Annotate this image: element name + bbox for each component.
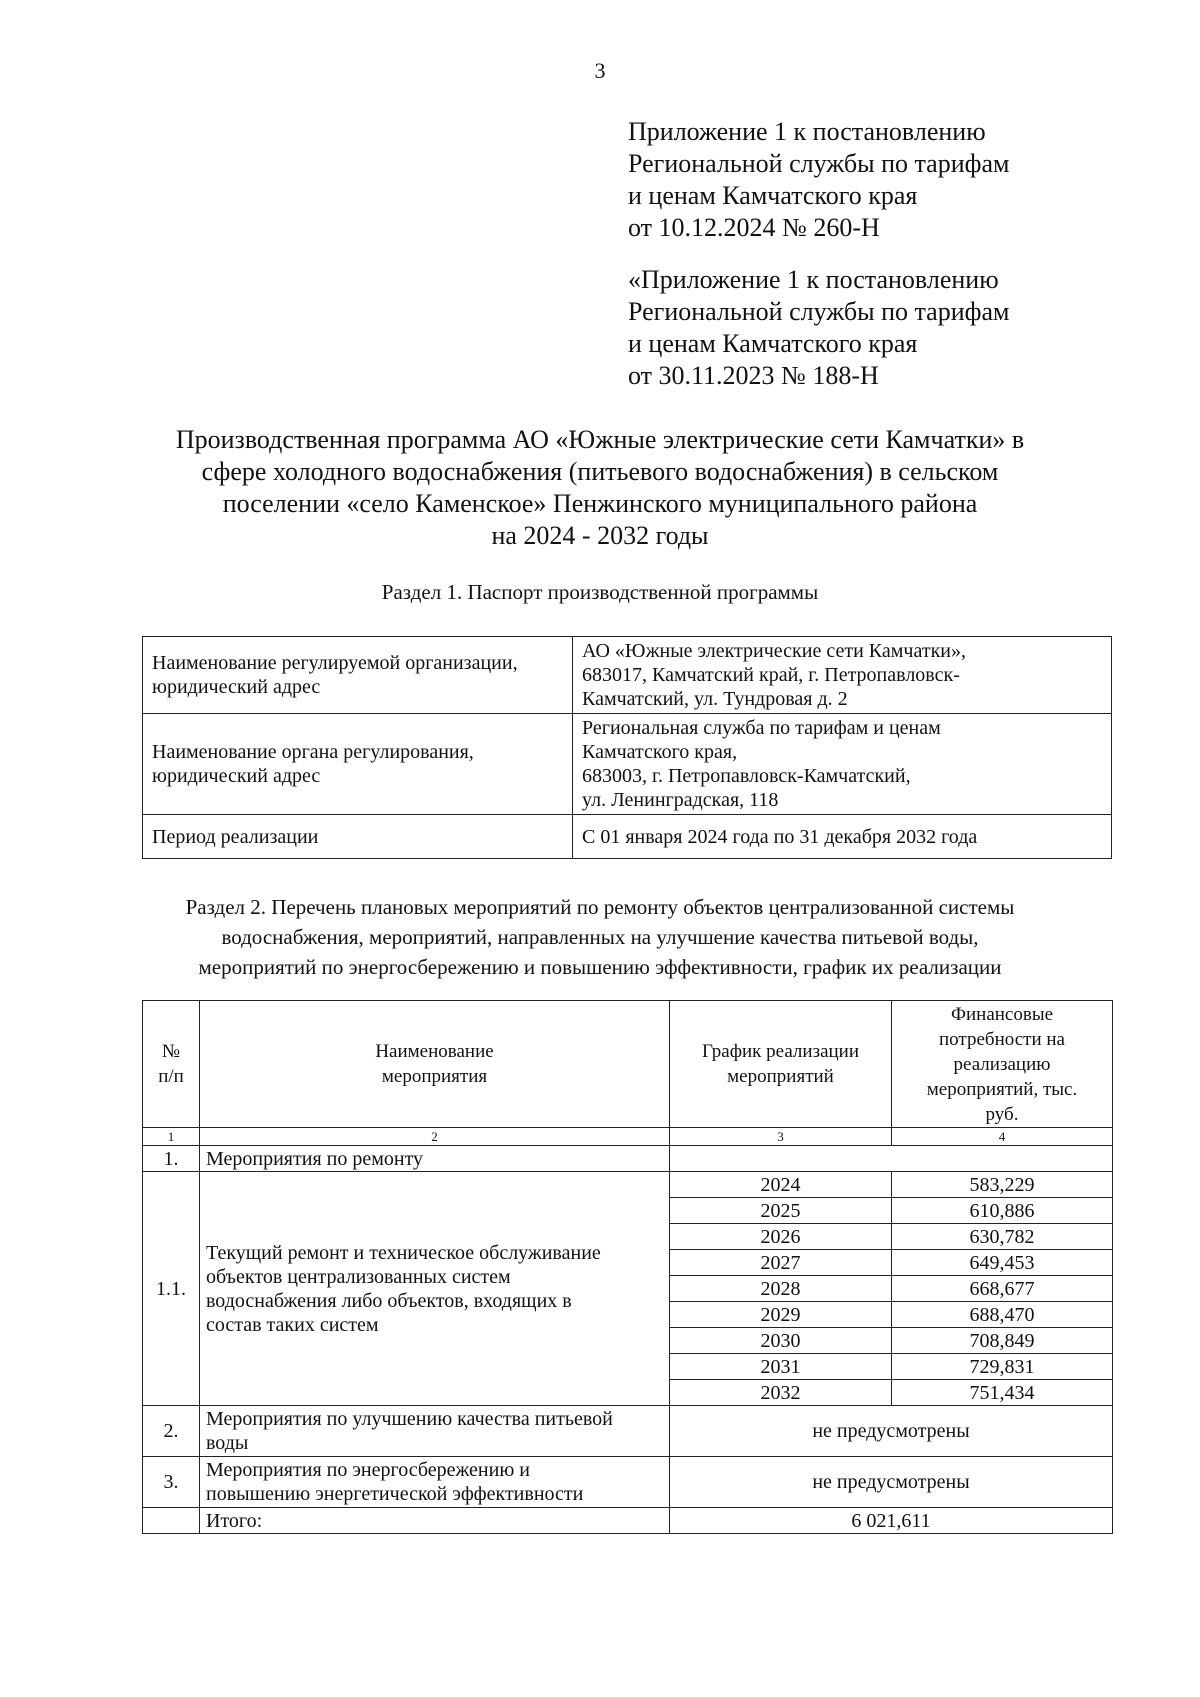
total-label: Итого: bbox=[200, 1508, 670, 1534]
row-num: 1. bbox=[143, 1146, 200, 1172]
value-line: 683017, Камчатский край, г. Петропавловск- bbox=[582, 664, 960, 686]
value-cell: 610,886 bbox=[892, 1198, 1113, 1224]
appendix-line: Региональной службы по тарифам bbox=[628, 297, 1010, 326]
passport-value bbox=[573, 637, 1112, 714]
year-cell: 2025 bbox=[670, 1198, 892, 1224]
title-line: поселении «село Каменское» Пенжинского муниципального района bbox=[222, 489, 978, 518]
passport-row-period bbox=[143, 815, 1112, 859]
header-row bbox=[143, 1001, 1113, 1128]
passport-value: С 01 января 2024 года по 31 декабря 2032 года bbox=[573, 815, 1112, 859]
value-cell: 751,434 bbox=[892, 1380, 1113, 1406]
value-cell: 708,849 bbox=[892, 1328, 1113, 1354]
row-num: 3. bbox=[143, 1457, 200, 1508]
value-line: 683003, г. Петропавловск-Камчатский, bbox=[582, 765, 911, 787]
appendix-line: и ценам Камчатского края bbox=[628, 181, 918, 210]
passport-label: Наименование органа регулирования, юридический адрес bbox=[143, 714, 573, 815]
table-row-total bbox=[143, 1508, 1113, 1534]
column-number: 4 bbox=[892, 1128, 1113, 1146]
value-line: ул. Ленинградская, 118 bbox=[582, 789, 779, 811]
table-row-item2 bbox=[143, 1406, 1113, 1457]
table-row-group1 bbox=[143, 1146, 1113, 1172]
title-line: сфере холодного водоснабжения (питьевого водоснабжения) в сельском bbox=[201, 457, 999, 486]
title-line: Раздел 2. Перечень плановых мероприятий по ремонту объектов централизованной системы bbox=[185, 895, 1015, 919]
value-line: Региональная служба по тарифам и ценам bbox=[582, 717, 941, 739]
appendix-header-previous bbox=[628, 264, 1009, 392]
row-value: не предусмотрены bbox=[670, 1457, 1113, 1508]
value-line: Камчатский, ул. Тундровая д. 2 bbox=[582, 688, 848, 710]
passport-row-organization bbox=[143, 637, 1112, 714]
passport-table bbox=[142, 636, 1112, 859]
header-name: Наименование мероприятия bbox=[200, 1001, 670, 1128]
appendix-line: Региональной службы по тарифам bbox=[628, 149, 1010, 178]
column-number: 2 bbox=[200, 1128, 670, 1146]
year-cell: 2026 bbox=[670, 1224, 892, 1250]
passport-value bbox=[573, 714, 1112, 815]
title-line: Производственная программа АО «Южные электрические сети Камчатки» в bbox=[175, 425, 1025, 454]
measures-table bbox=[142, 1000, 1113, 1534]
table-row-item3 bbox=[143, 1457, 1113, 1508]
value-cell: 630,782 bbox=[892, 1224, 1113, 1250]
column-number: 3 bbox=[670, 1128, 892, 1146]
appendix-line: от 10.12.2024 № 260-Н bbox=[628, 213, 880, 242]
value-cell: 668,677 bbox=[892, 1276, 1113, 1302]
value-cell: 583,229 bbox=[892, 1172, 1113, 1198]
section1-title: Раздел 1. Паспорт производственной программы bbox=[381, 580, 819, 604]
row-name: Текущий ремонт и техническое обслуживание объектов централизованных систем водоснабжения либо объектов, входящих в состав таких систем bbox=[200, 1172, 670, 1406]
row-num: 2. bbox=[143, 1406, 200, 1457]
passport-label: Наименование регулируемой организации, юридический адрес bbox=[143, 637, 573, 714]
column-number: 1 bbox=[143, 1128, 200, 1146]
table-row-item11 bbox=[143, 1172, 1113, 1198]
year-cell: 2028 bbox=[670, 1276, 892, 1302]
header-finance: Финансовые потребности на реализацию мероприятий, тыс. руб. bbox=[892, 1001, 1113, 1128]
value-cell: 729,831 bbox=[892, 1354, 1113, 1380]
passport-row-regulator bbox=[143, 714, 1112, 815]
row-name: Мероприятия по ремонту bbox=[200, 1146, 670, 1172]
row-value: не предусмотрены bbox=[670, 1406, 1113, 1457]
appendix-line: от 30.11.2023 № 188-Н bbox=[628, 361, 879, 390]
value-cell: 688,470 bbox=[892, 1302, 1113, 1328]
header-num: № п/п bbox=[143, 1001, 200, 1128]
page-number: 3 bbox=[594, 58, 606, 83]
row-name: Мероприятия по улучшению качества питьевой воды bbox=[200, 1406, 670, 1457]
empty-cell bbox=[143, 1508, 200, 1534]
column-number-row bbox=[143, 1128, 1113, 1146]
title-line: мероприятий по энергосбережению и повышению эффективности, график их реализации bbox=[198, 955, 1002, 979]
title-line: на 2024 - 2032 годы bbox=[491, 521, 709, 550]
empty-cell bbox=[670, 1146, 1113, 1172]
appendix-line: Приложение 1 к постановлению bbox=[628, 117, 986, 146]
year-cell: 2031 bbox=[670, 1354, 892, 1380]
title-line: водоснабжения, мероприятий, направленных на улучшение качества питьевой воды, bbox=[221, 925, 979, 949]
section2-title bbox=[120, 892, 1080, 982]
row-name: Мероприятия по энергосбережению и повышению энергетической эффективности bbox=[200, 1457, 670, 1508]
year-cell: 2027 bbox=[670, 1250, 892, 1276]
year-cell: 2029 bbox=[670, 1302, 892, 1328]
value-cell: 649,453 bbox=[892, 1250, 1113, 1276]
appendix-line: и ценам Камчатского края bbox=[628, 329, 918, 358]
year-cell: 2024 bbox=[670, 1172, 892, 1198]
header-schedule: График реализации мероприятий bbox=[670, 1001, 892, 1128]
appendix-header-current bbox=[628, 116, 1009, 244]
value-line: Камчатского края, bbox=[582, 741, 738, 763]
year-cell: 2030 bbox=[670, 1328, 892, 1354]
value-line: АО «Южные электрические сети Камчатки», bbox=[582, 640, 966, 662]
document-title bbox=[120, 424, 1080, 552]
year-cell: 2032 bbox=[670, 1380, 892, 1406]
row-num: 1.1. bbox=[143, 1172, 200, 1406]
passport-label: Период реализации bbox=[143, 815, 573, 859]
appendix-line: «Приложение 1 к постановлению bbox=[628, 265, 999, 294]
total-value: 6 021,611 bbox=[670, 1508, 1113, 1534]
